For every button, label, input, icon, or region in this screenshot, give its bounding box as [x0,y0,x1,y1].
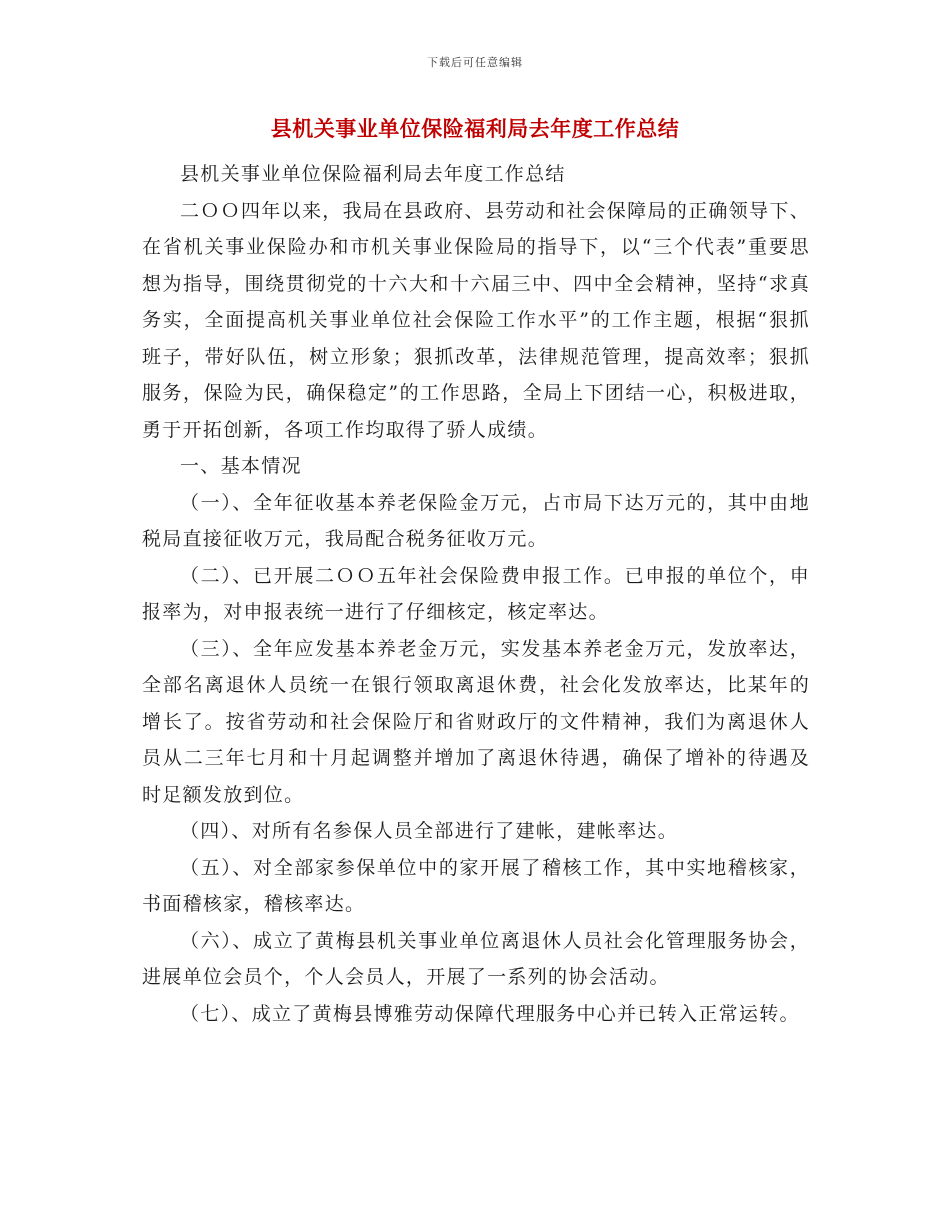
document-title: 县机关事业单位保险福利局去年度工作总结 [270,116,680,141]
body-paragraph-item-5: （五）、对全部家参保单位中的家开展了稽核工作，其中实地稽核家，书面稽核家，稽核率达。 [142,856,810,915]
body-paragraph-item-1: （一）、全年征收基本养老保险金万元，占市局下达万元的，其中由地税局直接征收万元，我局配合税务征收万元。 [142,491,810,550]
body-paragraph-item-2: （二）、已开展二ＯＯ五年社会保险费申报工作。已申报的单位个，申报率为，对申报表统一进行了仔细核定，核定率达。 [142,564,810,623]
body-paragraph-subtitle: 县机关事业单位保险福利局去年度工作总结 [180,163,566,185]
page-header-note: 下载后可任意编辑 [427,56,523,69]
body-paragraph-item-4: （四）、对所有名参保人员全部进行了建帐，建帐率达。 [180,820,679,842]
body-paragraph-item-7: （七）、成立了黄梅县博雅劳动保障代理服务中心并已转入正常运转。 [180,1002,800,1025]
document-body [142,156,810,1032]
body-paragraph-intro: 二ＯＯ四年以来，我局在县政府、县劳动和社会保障局的正确领导下、在省机关事业保险办和市机关事业保险局的指导下，以“三个代表”重要思想为指导，围绕贯彻党的十六大和十六届三中、四中全会精神，坚持“求真务实，全面提高机关事业单位社会保险工作水平”的工作主题，根据“狠抓班子，带好队伍，树立形象；狠抓改革，法律规范管理，提高效率；狠抓服务，保险为民，确保稳定”的工作思路，全局上下团结一心，积极进取，勇于开拓创新，各项工作均取得了骄人成绩。 [142,199,810,441]
section-heading-basic-situation: 一、基本情况 [180,455,302,477]
body-paragraph-item-6: （六）、成立了黄梅县机关事业单位离退休人员社会化管理服务协会，进展单位会员个，个人会员人，开展了一系列的协会活动。 [142,929,810,988]
body-paragraph-item-3: （三）、全年应发基本养老金万元，实发基本养老金万元，发放率达，全部名离退休人员统一在银行领取离退休费，社会化发放率达，比某年的增长了。按省劳动和社会保险厅和省财政厅的文件精神，我们为离退休人员从二三年七月和十月起调整并增加了离退休待遇，确保了增补的待遇及时足额发放到位。 [142,637,810,806]
